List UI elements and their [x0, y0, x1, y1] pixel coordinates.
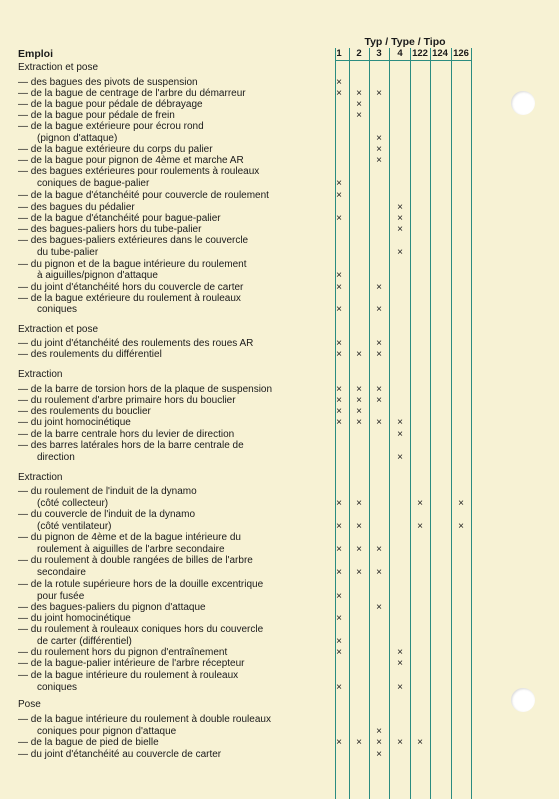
- check-mark-col-2: ×: [356, 498, 362, 509]
- check-mark-col-1: ×: [336, 270, 342, 281]
- section-heading: Extraction et pose: [18, 324, 99, 335]
- check-mark-col-3: ×: [376, 567, 382, 578]
- column-number-124: 124: [432, 48, 448, 59]
- check-mark-col-1: ×: [336, 636, 342, 647]
- check-mark-col-1: ×: [336, 349, 342, 360]
- list-item: — des bagues des pivots de suspension: [18, 77, 198, 88]
- check-mark-col-122: ×: [417, 498, 423, 509]
- check-mark-col-4: ×: [397, 429, 403, 440]
- list-item: — de la barre de torsion hors de la plaque de suspension: [18, 384, 273, 395]
- list-item: — du joint d'étanchéité des roulements des roues AR: [18, 338, 254, 349]
- list-item: — des roulements du bouclier: [18, 406, 151, 417]
- check-mark-col-3: ×: [376, 349, 382, 360]
- check-mark-col-2: ×: [356, 99, 362, 110]
- list-item: — des bagues-paliers du pignon d'attaque: [18, 602, 206, 613]
- check-mark-col-3: ×: [376, 88, 382, 99]
- check-mark-col-1: ×: [336, 213, 342, 224]
- list-item: — de la bague intérieure du roulement à double rouleaux: [18, 714, 271, 725]
- check-mark-col-2: ×: [356, 544, 362, 555]
- check-mark-col-1: ×: [336, 567, 342, 578]
- type-header: Typ / Type / Tipo: [364, 36, 446, 48]
- list-item: roulement à aiguilles de l'arbre secondaire: [37, 544, 225, 555]
- check-mark-col-3: ×: [376, 417, 382, 428]
- list-item: — du joint homocinétique: [18, 613, 131, 624]
- check-mark-col-4: ×: [397, 658, 403, 669]
- check-mark-col-4: ×: [397, 452, 403, 463]
- check-mark-col-126: ×: [458, 521, 464, 532]
- check-mark-col-3: ×: [376, 544, 382, 555]
- check-mark-col-1: ×: [336, 406, 342, 417]
- check-mark-col-3: ×: [376, 384, 382, 395]
- check-mark-col-4: ×: [397, 682, 403, 693]
- list-item: — du roulement à rouleaux coniques hors du couvercle: [18, 624, 264, 635]
- column-number-4: 4: [397, 48, 403, 59]
- list-item: — de la bague extérieure pour écrou rond: [18, 121, 204, 132]
- column-divider: [451, 48, 452, 799]
- list-item: coniques pour pignon d'attaque: [37, 726, 177, 737]
- check-mark-col-2: ×: [356, 737, 362, 748]
- check-mark-col-3: ×: [376, 133, 382, 144]
- column-divider: [410, 48, 411, 799]
- column-number-1: 1: [336, 48, 342, 59]
- check-mark-col-3: ×: [376, 602, 382, 613]
- check-mark-col-122: ×: [417, 737, 423, 748]
- list-item: — du roulement hors du pignon d'entraînement: [18, 647, 228, 658]
- list-item: — des roulements du différentiel: [18, 349, 162, 360]
- list-item: secondaire: [37, 567, 86, 578]
- check-mark-col-4: ×: [397, 647, 403, 658]
- list-item: — du couvercle de l'induit de la dynamo: [18, 509, 196, 520]
- list-item: — du pignon et de la bague intérieure du roulement: [18, 259, 247, 270]
- list-item: — du roulement de l'induit de la dynamo: [18, 486, 197, 497]
- check-mark-col-4: ×: [397, 224, 403, 235]
- list-item: coniques: [37, 682, 78, 693]
- list-item: — du joint d'étanchéité hors du couvercle de carter: [18, 282, 244, 293]
- check-mark-col-3: ×: [376, 338, 382, 349]
- check-mark-col-1: ×: [336, 395, 342, 406]
- list-item: (côté ventilateur): [37, 521, 112, 532]
- check-mark-col-1: ×: [336, 178, 342, 189]
- check-mark-col-1: ×: [336, 682, 342, 693]
- list-item: — du roulement à double rangées de billes de l'arbre: [18, 555, 253, 566]
- list-item: — de la bague pour pignon de 4ème et marche AR: [18, 155, 244, 166]
- list-item: coniques: [37, 304, 78, 315]
- column-divider: [349, 48, 350, 799]
- check-mark-col-126: ×: [458, 498, 464, 509]
- check-mark-col-3: ×: [376, 144, 382, 155]
- check-mark-col-3: ×: [376, 304, 382, 315]
- list-item: — de la bague intérieure du roulement à rouleaux: [18, 670, 239, 681]
- check-mark-col-1: ×: [336, 190, 342, 201]
- list-item: — de la bague extérieure du roulement à rouleaux: [18, 293, 241, 304]
- list-item: de carter (différentiel): [37, 636, 132, 647]
- check-mark-col-1: ×: [336, 544, 342, 555]
- list-item: — du pignon de 4ème et de la bague intérieure du: [18, 532, 241, 543]
- column-divider: [389, 48, 390, 799]
- section-heading: Extraction et pose: [18, 62, 99, 73]
- check-mark-col-2: ×: [356, 384, 362, 395]
- column-divider: [430, 48, 431, 799]
- check-mark-col-1: ×: [336, 417, 342, 428]
- check-mark-col-2: ×: [356, 349, 362, 360]
- binder-hole-top: [511, 91, 535, 115]
- list-item: — de la bague pour pédale de frein: [18, 110, 175, 121]
- check-mark-col-1: ×: [336, 647, 342, 658]
- list-item: — de la bague de centrage de l'arbre du démarreur: [18, 88, 246, 99]
- section-heading: Extraction: [18, 369, 63, 380]
- check-mark-col-2: ×: [356, 417, 362, 428]
- list-item: — des bagues du pédalier: [18, 202, 135, 213]
- emploi-header: Emploi: [18, 48, 54, 60]
- check-mark-col-2: ×: [356, 406, 362, 417]
- list-item: — de la bague d'étanchéité pour couvercle de roulement: [18, 190, 269, 201]
- check-mark-col-2: ×: [356, 567, 362, 578]
- list-item: coniques de bague-palier: [37, 178, 150, 189]
- list-item: — de la barre centrale hors du levier de direction: [18, 429, 235, 440]
- list-item: pour fusée: [37, 591, 85, 602]
- check-mark-col-2: ×: [356, 521, 362, 532]
- header-rule: [335, 60, 471, 61]
- check-mark-col-1: ×: [336, 282, 342, 293]
- list-item: à aiguilles/pignon d'attaque: [37, 270, 158, 281]
- check-mark-col-3: ×: [376, 395, 382, 406]
- list-item: — de la bague extérieure du corps du palier: [18, 144, 213, 155]
- check-mark-col-1: ×: [336, 338, 342, 349]
- list-item: — du roulement d'arbre primaire hors du bouclier: [18, 395, 236, 406]
- list-item: — des bagues-paliers hors du tube-palier: [18, 224, 202, 235]
- list-item: — de la rotule supérieure hors de la douille excentrique: [18, 579, 264, 590]
- list-item: — du joint d'étanchéité au couvercle de carter: [18, 749, 222, 760]
- check-mark-col-2: ×: [356, 88, 362, 99]
- list-item: — des bagues-paliers extérieures dans le couvercle: [18, 235, 249, 246]
- check-mark-col-1: ×: [336, 521, 342, 532]
- check-mark-col-4: ×: [397, 247, 403, 258]
- check-mark-col-1: ×: [336, 613, 342, 624]
- list-item: — des bagues extérieures pour roulements à rouleaux: [18, 166, 260, 177]
- list-item: — de la bague de pied de bielle: [18, 737, 159, 748]
- check-mark-col-4: ×: [397, 202, 403, 213]
- column-number-3: 3: [376, 48, 382, 59]
- check-mark-col-1: ×: [336, 304, 342, 315]
- check-mark-col-1: ×: [336, 77, 342, 88]
- check-mark-col-4: ×: [397, 417, 403, 428]
- check-mark-col-122: ×: [417, 521, 423, 532]
- check-mark-col-2: ×: [356, 395, 362, 406]
- list-item: direction: [37, 452, 75, 463]
- check-mark-col-2: ×: [356, 110, 362, 121]
- list-item: — du joint homocinétique: [18, 417, 131, 428]
- check-mark-col-4: ×: [397, 737, 403, 748]
- list-item: — des barres latérales hors de la barre centrale de: [18, 440, 244, 451]
- column-number-122: 122: [412, 48, 428, 59]
- check-mark-col-1: ×: [336, 384, 342, 395]
- list-item: — de la bague d'étanchéité pour bague-palier: [18, 213, 221, 224]
- binder-hole-bottom: [511, 688, 535, 712]
- list-item: — de la bague pour pédale de débrayage: [18, 99, 203, 110]
- check-mark-col-3: ×: [376, 155, 382, 166]
- check-mark-col-3: ×: [376, 737, 382, 748]
- section-heading: Extraction: [18, 472, 63, 483]
- check-mark-col-1: ×: [336, 737, 342, 748]
- list-item: — de la bague-palier intérieure de l'arbre récepteur: [18, 658, 245, 669]
- list-item: (côté collecteur): [37, 498, 109, 509]
- check-mark-col-3: ×: [376, 749, 382, 760]
- column-divider: [471, 48, 472, 799]
- list-item: du tube-palier: [37, 247, 99, 258]
- column-number-126: 126: [453, 48, 469, 59]
- check-mark-col-4: ×: [397, 213, 403, 224]
- section-heading: Pose: [18, 699, 41, 710]
- check-mark-col-3: ×: [376, 282, 382, 293]
- list-item: (pignon d'attaque): [37, 133, 118, 144]
- check-mark-col-1: ×: [336, 591, 342, 602]
- check-mark-col-1: ×: [336, 88, 342, 99]
- column-divider: [369, 48, 370, 799]
- check-mark-col-1: ×: [336, 498, 342, 509]
- check-mark-col-3: ×: [376, 726, 382, 737]
- column-number-2: 2: [356, 48, 362, 59]
